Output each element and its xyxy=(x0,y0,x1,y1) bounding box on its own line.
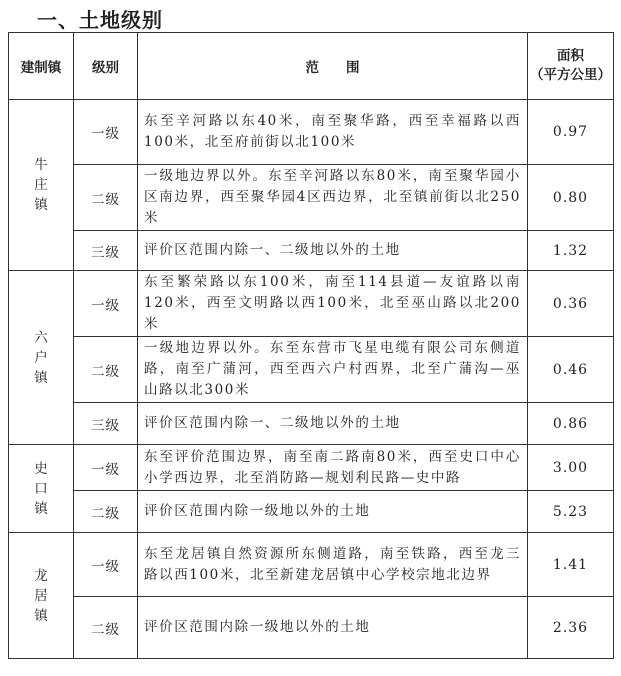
scope-cell: 一级地边界以外。东至东营市飞星电缆有限公司东侧道路，南至广蒲河，西至西六户村西界，北至广蒲沟—巫山路以北300米 xyxy=(138,337,528,403)
town-name: 史口镇 xyxy=(34,460,48,517)
table-row xyxy=(9,491,614,533)
level-cell: 二级 xyxy=(74,337,138,403)
area-cell: 1.41 xyxy=(528,533,614,597)
town-cell xyxy=(9,271,74,445)
table-row xyxy=(9,403,614,445)
level-cell: 一级 xyxy=(74,271,138,337)
level-cell: 三级 xyxy=(74,231,138,271)
header-area-line2: （平方公里） xyxy=(530,67,611,83)
section-title: 一、土地级别 xyxy=(37,8,163,32)
scope-cell: 东至评价范围边界，南至南二路南80米，西至史口中心小学西边界，北至消防路—规划利民路—史中路 xyxy=(138,445,528,491)
land-grade-table xyxy=(8,32,614,659)
area-cell: 0.46 xyxy=(528,337,614,403)
town-name: 龙居镇 xyxy=(34,567,48,624)
level-cell: 一级 xyxy=(74,533,138,597)
table-row xyxy=(9,445,614,491)
level-cell: 二级 xyxy=(74,491,138,533)
town-cell xyxy=(9,533,74,659)
level-cell: 一级 xyxy=(74,445,138,491)
header-area xyxy=(528,33,614,100)
table-row xyxy=(9,533,614,597)
town-name: 牛庄镇 xyxy=(34,157,48,213)
area-cell: 5.23 xyxy=(528,491,614,533)
scope-cell: 一级地边界以外。东至辛河路以东80米，南至聚华园小区南边界，西至聚华园4区西边界，北至镇前街以北250米 xyxy=(138,165,528,231)
level-cell: 二级 xyxy=(74,597,138,659)
header-area-line1: 面积 xyxy=(557,48,584,64)
header-town: 建制镇 xyxy=(9,33,74,100)
table-row xyxy=(9,337,614,403)
area-cell: 3.00 xyxy=(528,445,614,491)
level-cell: 二级 xyxy=(74,165,138,231)
scope-cell: 评价区范围内除一、二级地以外的土地 xyxy=(138,403,528,445)
level-cell: 一级 xyxy=(74,100,138,165)
scope-cell: 评价区范围内除一、二级地以外的土地 xyxy=(138,231,528,271)
table-row xyxy=(9,100,614,165)
level-cell: 三级 xyxy=(74,403,138,445)
scope-cell: 评价区范围内除一级地以外的土地 xyxy=(138,597,528,659)
header-level: 级别 xyxy=(74,33,138,100)
area-cell: 0.86 xyxy=(528,403,614,445)
town-cell xyxy=(9,445,74,533)
area-cell: 2.36 xyxy=(528,597,614,659)
town-cell xyxy=(9,100,74,271)
scope-cell: 东至龙居镇自然资源所东侧道路，南至铁路，西至龙三路以西100米，北至新建龙居镇中心学校宗地北边界 xyxy=(138,533,528,597)
table-row xyxy=(9,165,614,231)
area-cell: 0.36 xyxy=(528,271,614,337)
scope-cell: 评价区范围内除一级地以外的土地 xyxy=(138,491,528,533)
table-row xyxy=(9,231,614,271)
table-row xyxy=(9,597,614,659)
area-cell: 1.32 xyxy=(528,231,614,271)
area-cell: 0.97 xyxy=(528,100,614,165)
scope-cell: 东至繁荣路以东100米，南至114县道—友谊路以南120米，西至文明路以西100米，北至巫山路以北200米 xyxy=(138,271,528,337)
table-row xyxy=(9,271,614,337)
table-header-row xyxy=(9,33,614,100)
area-cell: 0.80 xyxy=(528,165,614,231)
header-scope: 范 围 xyxy=(138,33,528,100)
scope-cell: 东至辛河路以东40米，南至聚华路，西至幸福路以西100米，北至府前街以北100米 xyxy=(138,100,528,165)
town-name: 六户镇 xyxy=(34,329,48,386)
